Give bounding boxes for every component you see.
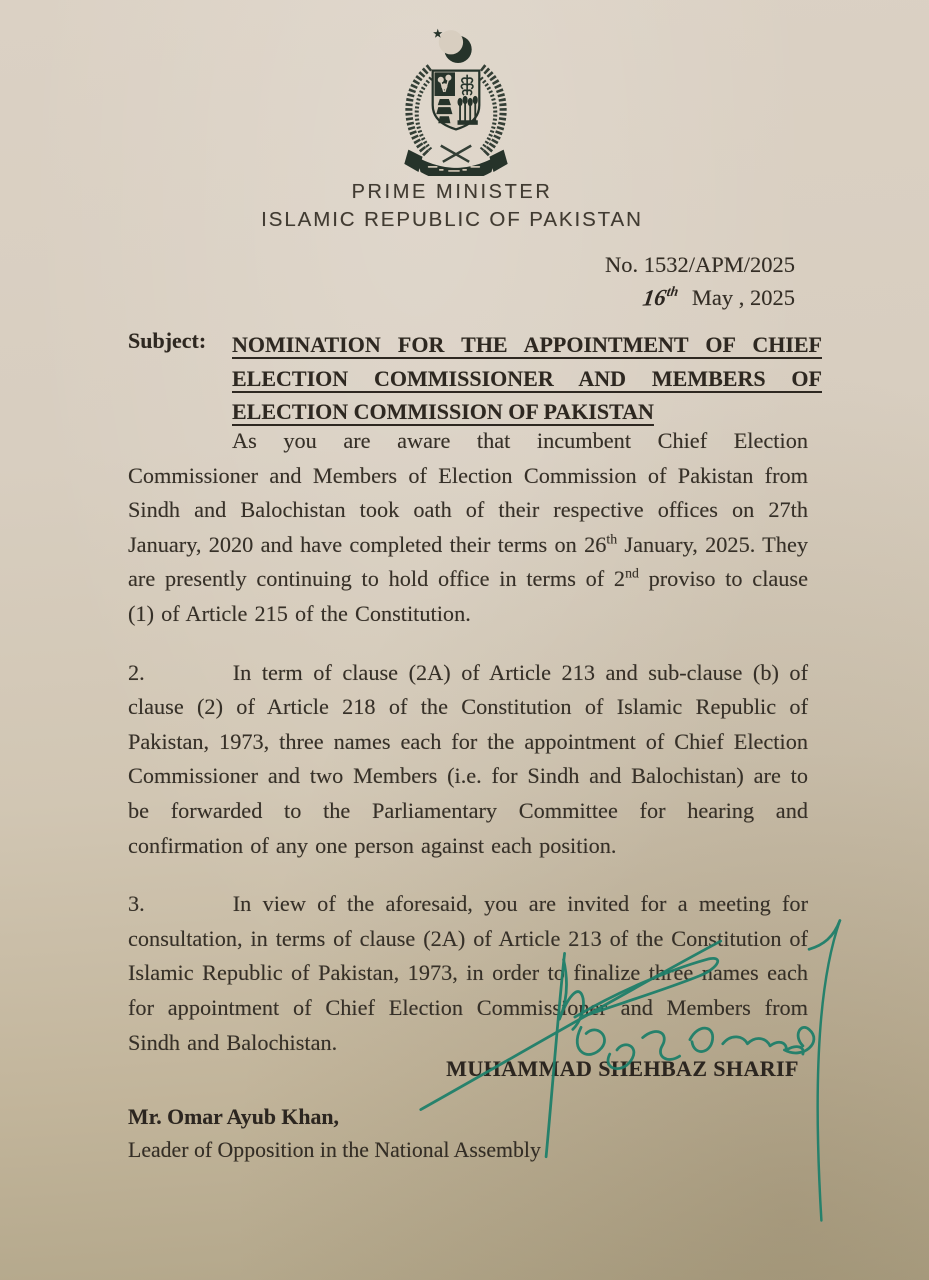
subject-label: Subject: bbox=[128, 328, 207, 353]
paragraph-number: 2. bbox=[128, 659, 145, 685]
subject-text: NOMINATION FOR THE APPOINTMENT OF CHIEF ELECTION COMMISSIONER AND MEMBERS OF ELECTION COMMISSION OF PAKISTAN bbox=[232, 332, 822, 424]
reference-block bbox=[605, 248, 795, 314]
signer-name: MUHAMMAD SHEHBAZ SHARIF bbox=[446, 1056, 799, 1081]
reference-number: No. 1532/APM/2025 bbox=[604, 252, 795, 277]
letter-body bbox=[128, 424, 808, 1084]
paragraph-number: 3. bbox=[128, 891, 145, 917]
letterhead-subtitle: ISLAMIC REPUBLIC OF PAKISTAN bbox=[261, 208, 643, 231]
handwritten-day: 16th bbox=[641, 283, 680, 311]
recipient-block bbox=[128, 1101, 541, 1167]
paragraph-1: As you are aware that incumbent Chief Election Commissioner and Members of Election Commission of Pakistan from Sindh and Balochistan took oath of their respective offices on 27th January, 2020 and have completed their terms on 26th January, 2025. They are presently continuing to hold office in terms of 2nd proviso to clause (1) of Article 215 of the Constitution. bbox=[128, 428, 809, 626]
date-line bbox=[605, 281, 795, 314]
letterhead-title: PRIME MINISTER bbox=[351, 181, 553, 203]
date-text: May , 2025 bbox=[691, 285, 795, 310]
subject-row bbox=[128, 328, 822, 429]
paragraph-2: 2. In term of clause (2A) of Article 213 and sub-clause (b) of clause (2) of Article 218 of the Constitution of Islamic Republic of Pakistan, 1973, three names each for the appointment of Chief Election Commissioner and two Members (i.e. for Sindh and Balochistan) are to be forwarded to the Parliamentary Committee for hearing and confirmation of any one person against each position. bbox=[128, 656, 808, 864]
recipient-name: Mr. Omar Ayub Khan, bbox=[128, 1105, 339, 1129]
paragraph-3: 3. In view of the aforesaid, you are invited for a meeting for consultation, in terms of clause (2A) of Article 213 of the Constitution of Islamic Republic of Pakistan, 1973, in order to finalize three names each for appointment of Chief Election Commissioner and Members from Sindh and Balochistan. bbox=[128, 887, 808, 1060]
recipient-title: Leader of Opposition in the National Assembly bbox=[128, 1138, 541, 1162]
pakistan-emblem-icon bbox=[388, 24, 524, 176]
